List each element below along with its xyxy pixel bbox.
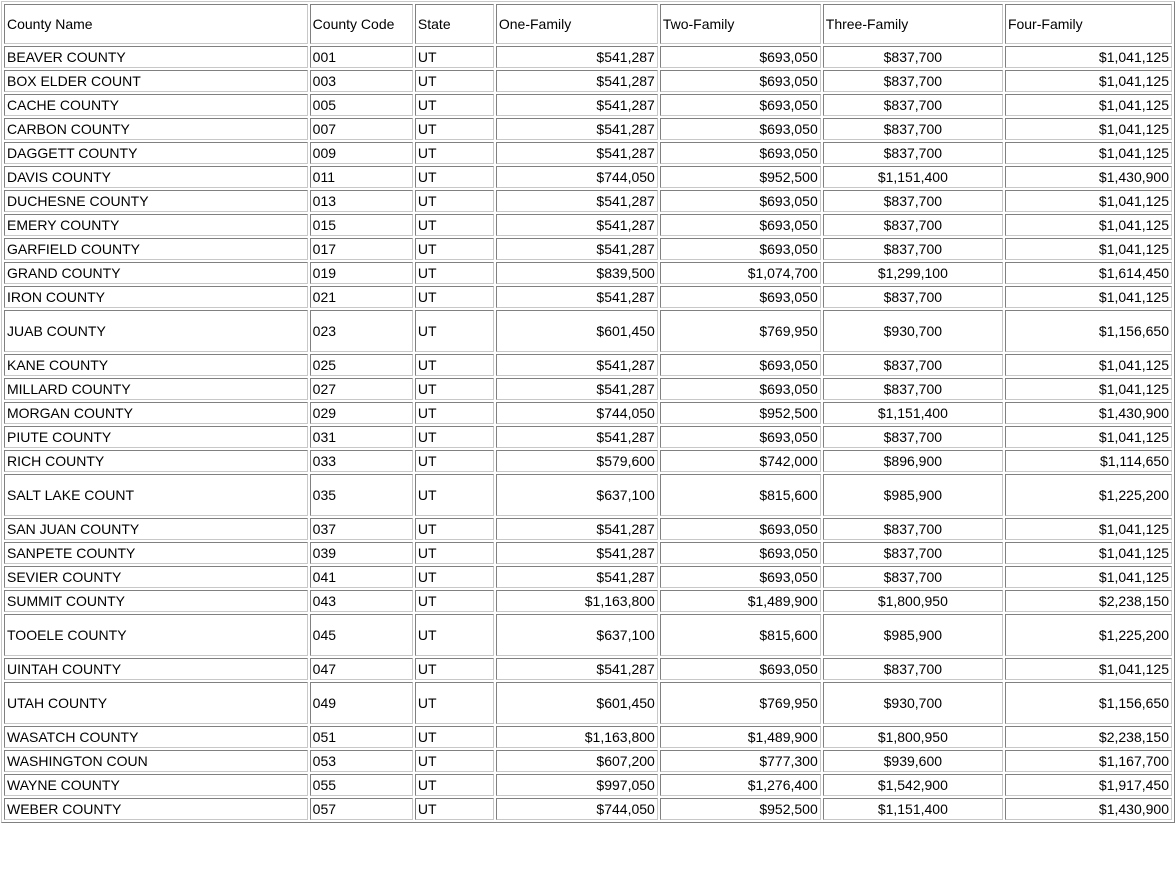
four-family-cell: $1,041,125 xyxy=(1005,142,1172,164)
table-row xyxy=(4,238,1172,260)
four-family-cell: $1,041,125 xyxy=(1005,658,1172,680)
table-row xyxy=(4,190,1172,212)
county-limits-table xyxy=(1,1,1175,823)
four-family-cell: $1,041,125 xyxy=(1005,542,1172,564)
two-family-cell: $815,600 xyxy=(660,614,821,656)
one-family-cell: $744,050 xyxy=(496,402,658,424)
county-code-cell: 053 xyxy=(310,750,413,772)
two-family-cell: $952,500 xyxy=(660,166,821,188)
two-family-cell: $1,074,700 xyxy=(660,262,821,284)
col-header-three-family: Three-Family xyxy=(823,4,1003,44)
county-name-cell: MILLARD COUNTY xyxy=(4,378,308,400)
three-family-cell: $837,700 xyxy=(823,658,1003,680)
state-cell: UT xyxy=(415,682,494,724)
state-cell: UT xyxy=(415,750,494,772)
four-family-cell: $1,225,200 xyxy=(1005,474,1172,516)
one-family-cell: $541,287 xyxy=(496,426,658,448)
three-family-cell: $837,700 xyxy=(823,354,1003,376)
three-family-cell: $837,700 xyxy=(823,190,1003,212)
three-family-cell: $837,700 xyxy=(823,378,1003,400)
county-name-cell: TOOELE COUNTY xyxy=(4,614,308,656)
state-cell: UT xyxy=(415,798,494,820)
four-family-cell: $1,156,650 xyxy=(1005,682,1172,724)
county-name-cell: BOX ELDER COUNT xyxy=(4,70,308,92)
county-name-cell: WASHINGTON COUN xyxy=(4,750,308,772)
state-cell: UT xyxy=(415,262,494,284)
table-body xyxy=(4,46,1172,820)
col-header-county-name: County Name xyxy=(4,4,308,44)
col-header-state: State xyxy=(415,4,494,44)
table-row xyxy=(4,614,1172,656)
one-family-cell: $541,287 xyxy=(496,70,658,92)
four-family-cell: $1,041,125 xyxy=(1005,46,1172,68)
county-code-cell: 003 xyxy=(310,70,413,92)
one-family-cell: $744,050 xyxy=(496,798,658,820)
county-code-cell: 015 xyxy=(310,214,413,236)
table-row xyxy=(4,450,1172,472)
table-row xyxy=(4,118,1172,140)
two-family-cell: $777,300 xyxy=(660,750,821,772)
three-family-cell: $837,700 xyxy=(823,94,1003,116)
county-code-cell: 047 xyxy=(310,658,413,680)
two-family-cell: $693,050 xyxy=(660,190,821,212)
three-family-cell: $1,800,950 xyxy=(823,590,1003,612)
three-family-cell: $837,700 xyxy=(823,542,1003,564)
four-family-cell: $1,225,200 xyxy=(1005,614,1172,656)
table-row xyxy=(4,658,1172,680)
three-family-cell: $985,900 xyxy=(823,614,1003,656)
four-family-cell: $1,041,125 xyxy=(1005,70,1172,92)
three-family-cell: $1,151,400 xyxy=(823,402,1003,424)
one-family-cell: $541,287 xyxy=(496,566,658,588)
county-code-cell: 025 xyxy=(310,354,413,376)
three-family-cell: $837,700 xyxy=(823,214,1003,236)
state-cell: UT xyxy=(415,474,494,516)
col-header-four-family: Four-Family xyxy=(1005,4,1172,44)
state-cell: UT xyxy=(415,774,494,796)
county-code-cell: 001 xyxy=(310,46,413,68)
state-cell: UT xyxy=(415,518,494,540)
four-family-cell: $1,041,125 xyxy=(1005,354,1172,376)
two-family-cell: $952,500 xyxy=(660,402,821,424)
table-row xyxy=(4,726,1172,748)
table-row xyxy=(4,262,1172,284)
county-name-cell: UINTAH COUNTY xyxy=(4,658,308,680)
state-cell: UT xyxy=(415,70,494,92)
state-cell: UT xyxy=(415,726,494,748)
one-family-cell: $541,287 xyxy=(496,214,658,236)
county-name-cell: CARBON COUNTY xyxy=(4,118,308,140)
county-name-cell: BEAVER COUNTY xyxy=(4,46,308,68)
state-cell: UT xyxy=(415,542,494,564)
two-family-cell: $742,000 xyxy=(660,450,821,472)
state-cell: UT xyxy=(415,94,494,116)
col-header-one-family: One-Family xyxy=(496,4,658,44)
two-family-cell: $693,050 xyxy=(660,378,821,400)
county-name-cell: DAVIS COUNTY xyxy=(4,166,308,188)
two-family-cell: $1,276,400 xyxy=(660,774,821,796)
state-cell: UT xyxy=(415,566,494,588)
two-family-cell: $1,489,900 xyxy=(660,726,821,748)
county-name-cell: UTAH COUNTY xyxy=(4,682,308,724)
four-family-cell: $1,041,125 xyxy=(1005,566,1172,588)
two-family-cell: $693,050 xyxy=(660,426,821,448)
county-code-cell: 035 xyxy=(310,474,413,516)
state-cell: UT xyxy=(415,450,494,472)
county-name-cell: CACHE COUNTY xyxy=(4,94,308,116)
three-family-cell: $939,600 xyxy=(823,750,1003,772)
three-family-cell: $930,700 xyxy=(823,682,1003,724)
county-name-cell: GRAND COUNTY xyxy=(4,262,308,284)
state-cell: UT xyxy=(415,286,494,308)
one-family-cell: $541,287 xyxy=(496,190,658,212)
table-row xyxy=(4,474,1172,516)
two-family-cell: $952,500 xyxy=(660,798,821,820)
two-family-cell: $693,050 xyxy=(660,542,821,564)
state-cell: UT xyxy=(415,238,494,260)
one-family-cell: $607,200 xyxy=(496,750,658,772)
two-family-cell: $693,050 xyxy=(660,566,821,588)
one-family-cell: $541,287 xyxy=(496,518,658,540)
county-name-cell: KANE COUNTY xyxy=(4,354,308,376)
one-family-cell: $541,287 xyxy=(496,238,658,260)
one-family-cell: $541,287 xyxy=(496,658,658,680)
two-family-cell: $815,600 xyxy=(660,474,821,516)
state-cell: UT xyxy=(415,614,494,656)
four-family-cell: $1,430,900 xyxy=(1005,402,1172,424)
one-family-cell: $541,287 xyxy=(496,142,658,164)
table-row xyxy=(4,214,1172,236)
one-family-cell: $601,450 xyxy=(496,310,658,352)
county-name-cell: DUCHESNE COUNTY xyxy=(4,190,308,212)
table-row xyxy=(4,774,1172,796)
county-name-cell: IRON COUNTY xyxy=(4,286,308,308)
table-row xyxy=(4,590,1172,612)
one-family-cell: $1,163,800 xyxy=(496,726,658,748)
two-family-cell: $693,050 xyxy=(660,94,821,116)
one-family-cell: $541,287 xyxy=(496,378,658,400)
state-cell: UT xyxy=(415,378,494,400)
county-name-cell: SANPETE COUNTY xyxy=(4,542,308,564)
table-row xyxy=(4,518,1172,540)
one-family-cell: $541,287 xyxy=(496,118,658,140)
one-family-cell: $744,050 xyxy=(496,166,658,188)
four-family-cell: $1,041,125 xyxy=(1005,518,1172,540)
table-row xyxy=(4,566,1172,588)
state-cell: UT xyxy=(415,658,494,680)
three-family-cell: $930,700 xyxy=(823,310,1003,352)
state-cell: UT xyxy=(415,190,494,212)
county-code-cell: 049 xyxy=(310,682,413,724)
table-row xyxy=(4,378,1172,400)
two-family-cell: $693,050 xyxy=(660,658,821,680)
county-code-cell: 029 xyxy=(310,402,413,424)
three-family-cell: $896,900 xyxy=(823,450,1003,472)
three-family-cell: $1,800,950 xyxy=(823,726,1003,748)
one-family-cell: $541,287 xyxy=(496,46,658,68)
county-name-cell: JUAB COUNTY xyxy=(4,310,308,352)
state-cell: UT xyxy=(415,402,494,424)
three-family-cell: $837,700 xyxy=(823,286,1003,308)
state-cell: UT xyxy=(415,426,494,448)
county-code-cell: 027 xyxy=(310,378,413,400)
county-code-cell: 021 xyxy=(310,286,413,308)
one-family-cell: $839,500 xyxy=(496,262,658,284)
county-code-cell: 005 xyxy=(310,94,413,116)
one-family-cell: $579,600 xyxy=(496,450,658,472)
county-code-cell: 019 xyxy=(310,262,413,284)
county-code-cell: 045 xyxy=(310,614,413,656)
col-header-county-code: County Code xyxy=(310,4,413,44)
four-family-cell: $1,167,700 xyxy=(1005,750,1172,772)
three-family-cell: $1,299,100 xyxy=(823,262,1003,284)
four-family-cell: $1,430,900 xyxy=(1005,798,1172,820)
three-family-cell: $837,700 xyxy=(823,566,1003,588)
table-row xyxy=(4,142,1172,164)
county-code-cell: 057 xyxy=(310,798,413,820)
three-family-cell: $837,700 xyxy=(823,518,1003,540)
three-family-cell: $837,700 xyxy=(823,238,1003,260)
four-family-cell: $2,238,150 xyxy=(1005,726,1172,748)
county-name-cell: SEVIER COUNTY xyxy=(4,566,308,588)
one-family-cell: $637,100 xyxy=(496,614,658,656)
one-family-cell: $541,287 xyxy=(496,94,658,116)
three-family-cell: $837,700 xyxy=(823,46,1003,68)
table-row xyxy=(4,94,1172,116)
county-code-cell: 011 xyxy=(310,166,413,188)
one-family-cell: $541,287 xyxy=(496,542,658,564)
county-name-cell: MORGAN COUNTY xyxy=(4,402,308,424)
county-code-cell: 043 xyxy=(310,590,413,612)
county-code-cell: 039 xyxy=(310,542,413,564)
two-family-cell: $693,050 xyxy=(660,214,821,236)
one-family-cell: $997,050 xyxy=(496,774,658,796)
table-row xyxy=(4,166,1172,188)
three-family-cell: $837,700 xyxy=(823,426,1003,448)
four-family-cell: $1,041,125 xyxy=(1005,118,1172,140)
county-code-cell: 009 xyxy=(310,142,413,164)
county-name-cell: SALT LAKE COUNT xyxy=(4,474,308,516)
four-family-cell: $1,614,450 xyxy=(1005,262,1172,284)
one-family-cell: $541,287 xyxy=(496,286,658,308)
table-row xyxy=(4,354,1172,376)
county-name-cell: WEBER COUNTY xyxy=(4,798,308,820)
three-family-cell: $1,151,400 xyxy=(823,798,1003,820)
four-family-cell: $1,917,450 xyxy=(1005,774,1172,796)
table-row xyxy=(4,70,1172,92)
four-family-cell: $1,041,125 xyxy=(1005,94,1172,116)
county-name-cell: PIUTE COUNTY xyxy=(4,426,308,448)
two-family-cell: $1,489,900 xyxy=(660,590,821,612)
county-code-cell: 013 xyxy=(310,190,413,212)
three-family-cell: $837,700 xyxy=(823,118,1003,140)
county-name-cell: SAN JUAN COUNTY xyxy=(4,518,308,540)
table-row xyxy=(4,542,1172,564)
four-family-cell: $1,041,125 xyxy=(1005,378,1172,400)
county-code-cell: 051 xyxy=(310,726,413,748)
county-name-cell: RICH COUNTY xyxy=(4,450,308,472)
four-family-cell: $1,041,125 xyxy=(1005,190,1172,212)
two-family-cell: $693,050 xyxy=(660,518,821,540)
three-family-cell: $1,542,900 xyxy=(823,774,1003,796)
two-family-cell: $693,050 xyxy=(660,70,821,92)
state-cell: UT xyxy=(415,166,494,188)
one-family-cell: $637,100 xyxy=(496,474,658,516)
county-name-cell: WAYNE COUNTY xyxy=(4,774,308,796)
county-name-cell: SUMMIT COUNTY xyxy=(4,590,308,612)
county-code-cell: 007 xyxy=(310,118,413,140)
four-family-cell: $1,156,650 xyxy=(1005,310,1172,352)
table-row xyxy=(4,750,1172,772)
four-family-cell: $1,430,900 xyxy=(1005,166,1172,188)
county-name-cell: GARFIELD COUNTY xyxy=(4,238,308,260)
three-family-cell: $837,700 xyxy=(823,142,1003,164)
state-cell: UT xyxy=(415,310,494,352)
three-family-cell: $837,700 xyxy=(823,70,1003,92)
two-family-cell: $693,050 xyxy=(660,354,821,376)
four-family-cell: $1,041,125 xyxy=(1005,286,1172,308)
table-row xyxy=(4,310,1172,352)
four-family-cell: $2,238,150 xyxy=(1005,590,1172,612)
state-cell: UT xyxy=(415,118,494,140)
three-family-cell: $1,151,400 xyxy=(823,166,1003,188)
two-family-cell: $693,050 xyxy=(660,238,821,260)
county-code-cell: 023 xyxy=(310,310,413,352)
two-family-cell: $769,950 xyxy=(660,682,821,724)
state-cell: UT xyxy=(415,142,494,164)
table-row xyxy=(4,798,1172,820)
table-row xyxy=(4,286,1172,308)
county-code-cell: 055 xyxy=(310,774,413,796)
state-cell: UT xyxy=(415,46,494,68)
state-cell: UT xyxy=(415,214,494,236)
county-name-cell: EMERY COUNTY xyxy=(4,214,308,236)
county-code-cell: 037 xyxy=(310,518,413,540)
table-row xyxy=(4,46,1172,68)
one-family-cell: $1,163,800 xyxy=(496,590,658,612)
col-header-two-family: Two-Family xyxy=(660,4,821,44)
one-family-cell: $601,450 xyxy=(496,682,658,724)
county-name-cell: WASATCH COUNTY xyxy=(4,726,308,748)
table-row xyxy=(4,402,1172,424)
four-family-cell: $1,041,125 xyxy=(1005,238,1172,260)
two-family-cell: $693,050 xyxy=(660,142,821,164)
header-row xyxy=(4,4,1172,44)
one-family-cell: $541,287 xyxy=(496,354,658,376)
county-code-cell: 041 xyxy=(310,566,413,588)
state-cell: UT xyxy=(415,354,494,376)
table-row xyxy=(4,682,1172,724)
two-family-cell: $693,050 xyxy=(660,118,821,140)
four-family-cell: $1,041,125 xyxy=(1005,214,1172,236)
state-cell: UT xyxy=(415,590,494,612)
county-code-cell: 033 xyxy=(310,450,413,472)
county-code-cell: 031 xyxy=(310,426,413,448)
two-family-cell: $693,050 xyxy=(660,286,821,308)
table-row xyxy=(4,426,1172,448)
two-family-cell: $769,950 xyxy=(660,310,821,352)
three-family-cell: $985,900 xyxy=(823,474,1003,516)
county-code-cell: 017 xyxy=(310,238,413,260)
two-family-cell: $693,050 xyxy=(660,46,821,68)
four-family-cell: $1,114,650 xyxy=(1005,450,1172,472)
four-family-cell: $1,041,125 xyxy=(1005,426,1172,448)
county-name-cell: DAGGETT COUNTY xyxy=(4,142,308,164)
